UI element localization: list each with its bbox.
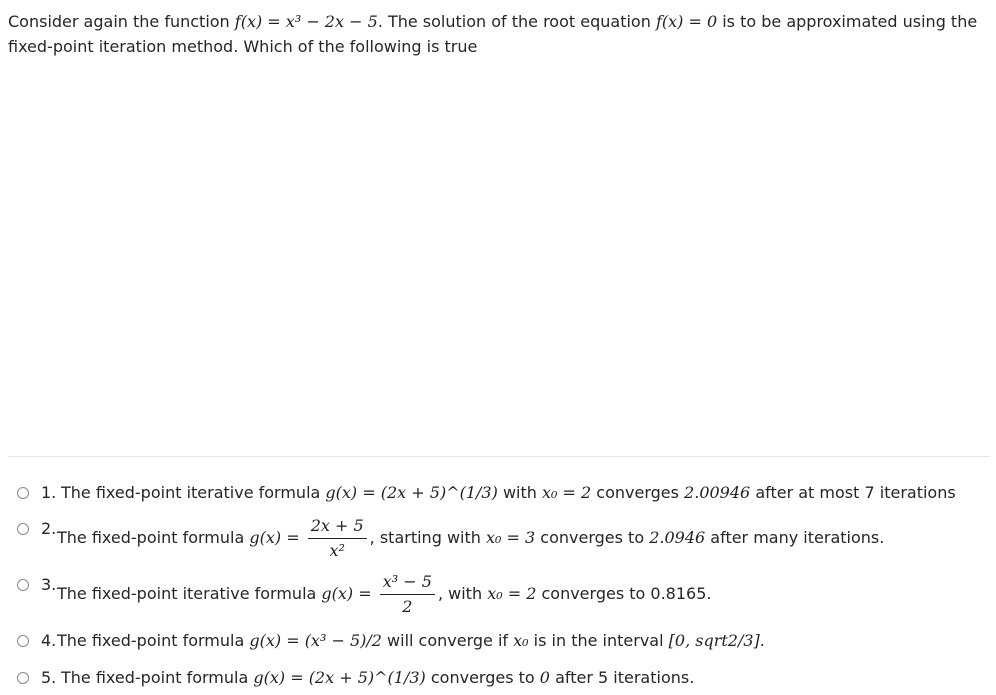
radio-button[interactable] — [17, 579, 29, 591]
option-text — [61, 668, 694, 687]
option-text-part: with — [502, 483, 537, 502]
option-text-part: converges to 0.8165. — [541, 584, 712, 603]
option-text-part: is in the interval — [533, 631, 664, 650]
option-text — [61, 483, 956, 502]
result-value: 2.0946 — [649, 528, 706, 547]
option-text-part: after many iterations. — [710, 528, 885, 547]
divider — [8, 456, 990, 457]
option-text-part: The fixed-point iterative formula — [61, 483, 321, 502]
question-part-2: . The solution of the root equation — [377, 12, 651, 31]
formula: g(x) = (2x + 5)^(1/3) — [253, 668, 426, 687]
formula-lhs: g(x) = — [321, 584, 372, 603]
denominator: 2 — [402, 597, 413, 616]
option-text-part: The fixed-point formula — [57, 631, 245, 650]
formula-lhs: g(x) = — [249, 528, 300, 547]
option-text — [57, 572, 711, 617]
option-text-part: after 5 iterations. — [555, 668, 695, 687]
numerator: x³ − 5 — [380, 572, 435, 595]
fraction — [308, 516, 367, 561]
option-text-part: will converge if — [387, 631, 509, 650]
option-text-part: , starting with — [369, 528, 481, 547]
start-value: x₀ = 2 — [541, 483, 592, 502]
interval: [0, sqrt2/3] — [668, 631, 760, 650]
question-part-3: is to be approximated using the fixed-point iteration method. Which of the following is true — [8, 12, 978, 56]
option-number: 2. — [41, 519, 57, 538]
option-number: 1. — [41, 483, 57, 502]
formula: g(x) = (2x + 5)^(1/3) — [325, 483, 498, 502]
question-text — [8, 9, 988, 59]
result-value: 2.00946 — [684, 483, 751, 502]
option-text — [57, 631, 765, 650]
question-part-1: Consider again the function — [8, 12, 230, 31]
fraction — [380, 572, 435, 617]
option-number: 4. — [41, 631, 57, 650]
radio-button[interactable] — [17, 672, 29, 684]
numerator: 2x + 5 — [308, 516, 367, 539]
start-value: x₀ = 2 — [487, 584, 537, 603]
variable: x₀ — [513, 631, 529, 650]
option-text-part: converges — [596, 483, 679, 502]
formula: g(x) = (x³ − 5)/2 — [249, 631, 382, 650]
option-text-part: converges to — [430, 668, 535, 687]
radio-button[interactable] — [17, 487, 29, 499]
function-definition: f(x) = x³ − 2x − 5 — [234, 12, 378, 31]
result-value: 0 — [539, 668, 550, 687]
option-number: 5. — [41, 668, 57, 687]
option-text-part: after at most 7 iterations — [755, 483, 956, 502]
option-number: 3. — [41, 575, 57, 594]
option-text — [57, 516, 884, 561]
option-text-part: converges to — [540, 528, 645, 547]
start-value: x₀ = 3 — [485, 528, 536, 547]
radio-button[interactable] — [17, 523, 29, 535]
option-text-part: . — [759, 631, 765, 650]
radio-button[interactable] — [17, 635, 29, 647]
option-text-part: The fixed-point iterative formula — [57, 584, 317, 603]
option-text-part: The fixed-point formula — [57, 528, 245, 547]
root-equation: f(x) = 0 — [655, 12, 718, 31]
option-text-part: The fixed-point formula — [61, 668, 249, 687]
option-text-part: , with — [437, 584, 483, 603]
denominator: x² — [329, 541, 345, 560]
